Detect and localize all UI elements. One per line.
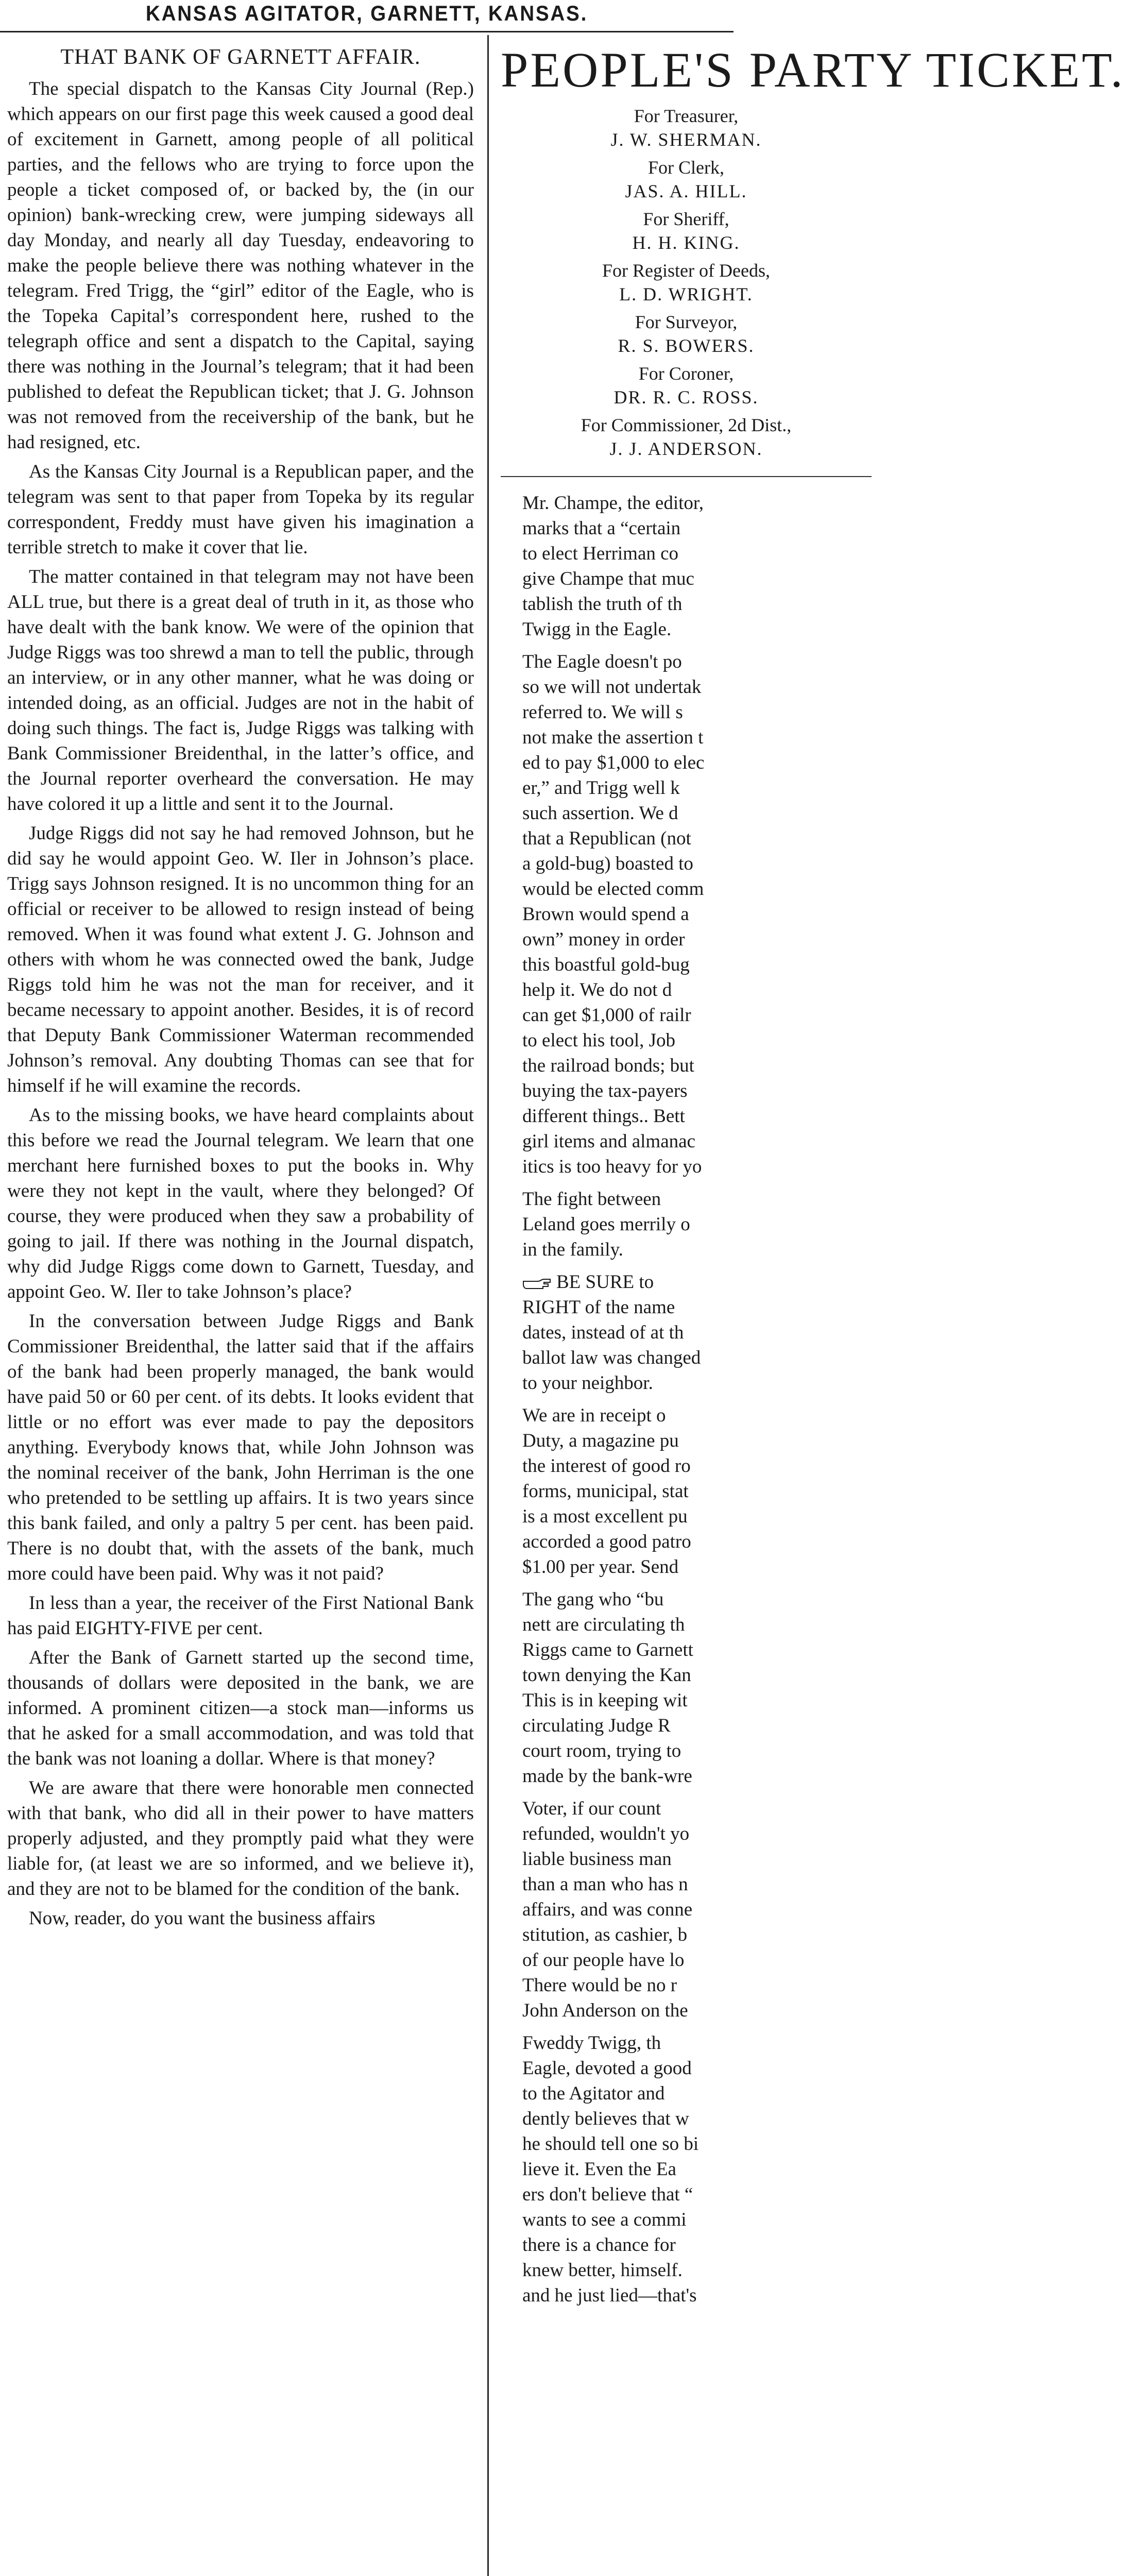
text-line: that a Republican (not (522, 828, 691, 849)
ticket-office: For Clerk, (648, 157, 724, 178)
text-line: different things.. Bett (522, 1106, 685, 1127)
text-line: The gang who “bu (522, 1589, 664, 1610)
text-line: to your neighbor. (522, 1372, 653, 1394)
ticket-column-inner (501, 42, 1125, 2308)
article-column (7, 43, 474, 2576)
text-line: refunded, wouldn't yo (522, 1823, 690, 1844)
text-line: so we will not undertak (522, 676, 702, 698)
ticket-title: PEOPLE'S PARTY TICKET. (501, 42, 1125, 97)
text-line: circulating Judge R (522, 1715, 671, 1736)
text-line: to the Agitator and (522, 2083, 665, 2104)
text-line: a gold-bug) boasted to (522, 853, 693, 874)
article-paragraph: In the conversation between Judge Riggs and Bank Commissioner Breidenthal, the latter said that if the affairs of the bank had been properly managed, the bank would have paid 50 or 60 per cent. of its debts. It looks evident that little or no effort was ever made to pay the depositors anything. Everybody knows that, while John Johnson was the nominal receiver of the bank, John Herriman is the one who pretended to be settling up affairs. It is two years since this bank failed, and only a paltry 5 per cent. has been paid. There is no doubt that, with the assets of the bank, much more could have been paid. Why was it not paid? (7, 1311, 474, 1584)
text-line: liable business man (522, 1849, 672, 1870)
article-title: THAT BANK OF GARNETT AFFAIR. (60, 45, 421, 69)
text-line: forms, municipal, stat (522, 1481, 689, 1502)
text-line: referred to. We will s (522, 702, 683, 723)
ticket-candidate-name: DR. R. C. ROSS. (613, 387, 759, 408)
text-line: this boastful gold-bug (522, 954, 690, 975)
text-line: can get $1,000 of railr (522, 1005, 691, 1026)
text-line: the railroad bonds; but (522, 1055, 694, 1076)
text-line: town denying the Kan (522, 1665, 691, 1686)
ticket-office: For Register of Deeds, (602, 260, 770, 281)
text-line: in the family. (522, 1239, 623, 1260)
ticket-office: For Surveyor, (635, 312, 738, 332)
text-line: ballot law was changed (522, 1347, 701, 1368)
text-line: The Eagle doesn't po (522, 651, 682, 672)
text-line: Fweddy Twigg, th (522, 2032, 661, 2054)
ticket-candidate-name: JAS. A. HILL. (625, 181, 747, 201)
article-paragraph: After the Bank of Garnett started up the second time, thousands of dollars were deposited in the bank, we are informed. A prominent citizen—a stock man—informs us that he asked for a small accommodation, and was told that the bank was not loaning a dollar. Where is that money? (7, 1647, 474, 1769)
text-line: to elect his tool, Job (522, 1030, 675, 1051)
column-rule (487, 35, 489, 2576)
text-line: and he just lied—that's (522, 2285, 697, 2306)
text-line: John Anderson on the (522, 2000, 688, 2021)
text-line: We are in receipt o (522, 1405, 666, 1426)
text-line: This is in keeping wit (522, 1690, 688, 1711)
ticket-office: For Coroner, (638, 363, 734, 384)
text-line: Voter, if our count (522, 1798, 661, 1819)
right-column-paragraph (501, 1187, 872, 1262)
right-column-paragraph (501, 1587, 872, 1789)
article-paragraph: In less than a year, the receiver of the First National Bank has paid EIGHTY-FIVE per cent. (7, 1592, 474, 1639)
text-line: girl items and almanac (522, 1131, 695, 1152)
article-paragraph: We are aware that there were honorable men connected with that bank, who did all in their power to have matters properly adjusted, and they promptly paid what they were liable for, (at least we are so informed, and we believe it), and they are not to be blamed for the condition of the bank. (7, 1777, 474, 1900)
ticket-office: For Commissioner, 2d Dist., (581, 415, 792, 435)
article-paragraph: Judge Riggs did not say he had removed Johnson, but he did say he would appoint Geo. W. Iler in Johnson’s place. Trigg says Johnson resigned. It is no uncommon thing for an official or receiver to be allowed to resign instead of being removed. When it was found what extent J. G. Johnson and others with whom he was connected owed the bank, Judge Riggs told him he was not the man for receiver, and it became necessary to appoint another. Besides, it is of record that Deputy Bank Commissioner Waterman recommended Johnson’s removal. Any doubting Thomas can see that for himself if he will examine the records. (7, 823, 474, 1096)
text-line: RIGHT of the name (522, 1297, 675, 1318)
ticket-separator (501, 476, 872, 477)
ticket-candidate-name: R. S. BOWERS. (618, 335, 755, 356)
text-line: own” money in order (522, 929, 685, 950)
text-line: buying the tax-payers (522, 1080, 688, 1101)
right-column-body (501, 490, 872, 2308)
right-column-paragraph (501, 1269, 872, 1396)
text-line-content: BE SURE to (556, 1272, 654, 1293)
text-line: made by the bank-wre (522, 1766, 692, 1787)
text-line: $1.00 per year. Send (522, 1556, 679, 1578)
text-line: Mr. Champe, the editor, (522, 493, 704, 514)
article-paragraph: The matter contained in that telegram may not have been ALL true, but there is a great deal of truth in it, as those who have dealt with the bank know. We were of the opinion that Judge Riggs was too shrewd a man to tell the public, through an interview, or in any other manner, what he was doing or intended doing, as an official. Judges are not in the habit of doing such things. The fact is, Judge Riggs was talking with Bank Commissioner Breidenthal, in the latter’s office, and the Journal reporter overheard the conversation. He may have colored it up a little and sent it to the Journal. (7, 566, 474, 815)
ticket-office: For Sheriff, (643, 209, 729, 229)
text-line: Leland goes merrily o (522, 1214, 690, 1235)
text-line: give Champe that muc (522, 568, 694, 589)
ticket-office: For Treasurer, (634, 106, 739, 126)
text-line: help it. We do not d (522, 979, 672, 1001)
text-line: er,” and Trigg well k (522, 777, 680, 799)
text-line: stitution, as cashier, b (522, 1924, 688, 1945)
right-column-paragraph (501, 1796, 872, 2023)
text-line: dently believes that w (522, 2108, 689, 2129)
text-line: There would be no r (522, 1975, 677, 1996)
text-line: there is a chance for (522, 2234, 676, 2256)
ticket-candidate-name: L. D. WRIGHT. (619, 284, 753, 304)
text-line (501, 1269, 872, 1295)
text-line: accorded a good patro (522, 1531, 691, 1552)
text-line: nett are circulating th (522, 1614, 685, 1635)
text-line: lieve it. Even the Ea (522, 2159, 676, 2180)
right-column-paragraph (501, 1403, 872, 1580)
article-paragraph: Now, reader, do you want the business affairs (29, 1908, 376, 1929)
text-line: is a most excellent pu (522, 1506, 688, 1527)
right-column-paragraph (501, 2030, 872, 2308)
text-line: Eagle, devoted a good (522, 2058, 692, 2079)
text-line: The fight between (522, 1189, 661, 1210)
text-line: ers don't believe that “ (522, 2184, 693, 2205)
text-line: Brown would spend a (522, 904, 689, 925)
text-line: to elect Herriman co (522, 543, 679, 564)
text-line: Twigg in the Eagle. (522, 619, 672, 640)
text-line: such assertion. We d (522, 803, 678, 824)
right-column-paragraph (501, 649, 872, 1179)
masthead: KANSAS AGITATOR, GARNETT, KANSAS. (145, 1, 588, 25)
text-line: marks that a “certain (522, 518, 681, 539)
text-line: the interest of good ro (522, 1455, 691, 1477)
article-paragraph: The special dispatch to the Kansas City Journal (Rep.) which appears on our first page this week caused a good deal of excitement in Garnett, among people of all political parties, and the fellows who are trying to force upon the people a ticket composed of, or backed by, the (in our opinion) bank-wrecking crew, were jumping sideways all day Monday, and nearly all day Tuesday, endeavoring to make the people believe there was nothing whatever in the telegram. Fred Trigg, the “girl” editor of the Eagle, who is the Topeka Capital’s correspondent here, rushed to the telegraph office and sent a dispatch to the Capital, saying there was nothing in the Journal’s telegram; that it had been published to defeat the Republican ticket; that J. G. Johnson was not removed from the receivership of the bank, but he had resigned, etc. (7, 78, 474, 453)
text-line: of our people have lo (522, 1950, 685, 1971)
text-line: Riggs came to Garnett (522, 1639, 693, 1660)
text-line: dates, instead of at th (522, 1322, 684, 1343)
masthead-rule (0, 31, 734, 32)
text-line: affairs, and was conne (522, 1899, 693, 1920)
text-line: wants to see a commi (522, 2209, 687, 2230)
article-paragraph: As to the missing books, we have heard complaints about this before we read the Journal telegram. We learn that one merchant here furnished boxes to put the books in. Why were they not kept in the vault, where they belonged? Of course, they were produced when they saw a probability of going to jail. If there was nothing in the Journal dispatch, why did Judge Riggs come down to Garnett, Tuesday, and appoint Geo. W. Iler to take Johnson’s place? (7, 1105, 474, 1302)
text-line: not make the assertion t (522, 727, 704, 748)
ticket-column (501, 42, 1125, 2576)
ticket-candidate-name: J. W. SHERMAN. (610, 129, 762, 150)
text-line: Duty, a magazine pu (522, 1430, 679, 1451)
text-line: ed to pay $1,000 to elec (522, 752, 705, 773)
text-line: than a man who has n (522, 1874, 688, 1895)
text-line: would be elected comm (522, 878, 704, 900)
right-column-paragraph (501, 490, 872, 642)
pointing-hand-icon (522, 1277, 551, 1291)
ticket-candidate-name: H. H. KING. (632, 232, 740, 253)
text-line: itics is too heavy for yo (522, 1156, 702, 1177)
text-line: court room, trying to (522, 1740, 681, 1761)
ticket-candidate-name: J. J. ANDERSON. (609, 438, 763, 459)
text-line: he should tell one so bi (522, 2133, 699, 2155)
text-line: knew better, himself. (522, 2260, 683, 2281)
article-paragraph: As the Kansas City Journal is a Republican paper, and the telegram was sent to that paper from Topeka by its regular correspondent, Freddy must have given his imagination a terrible stretch to make it cover that lie. (7, 461, 474, 558)
text-line: tablish the truth of th (522, 594, 683, 615)
ticket-list (501, 104, 872, 461)
